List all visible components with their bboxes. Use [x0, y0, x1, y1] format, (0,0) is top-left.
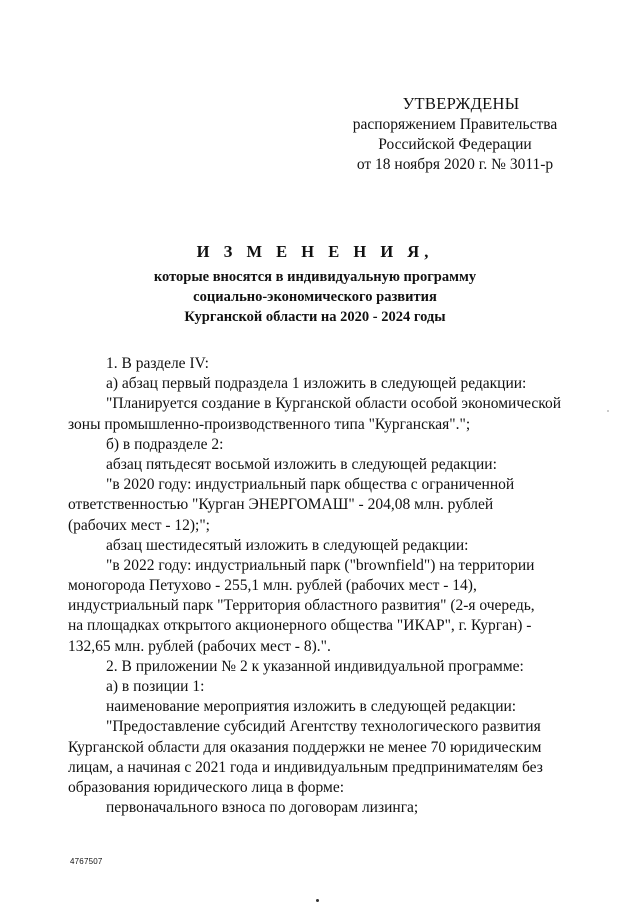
scan-speck	[607, 410, 609, 412]
quote-2-line-1	[68, 475, 562, 495]
section-1-heading: 1. В разделе IV:	[106, 355, 209, 372]
quote-4-line-3: лицам, а начиная с 2021 года и индивидуальным предпринимателям без	[68, 758, 543, 776]
approval-line-1: распоряжением Правительства	[352, 116, 558, 133]
document-heading	[70, 241, 560, 327]
quote-2-line-3: (рабочих мест - 12);";	[68, 516, 210, 534]
approval-block	[340, 94, 570, 175]
quote-1-line-2: зоны промышленно-производственного типа "Курганская".";	[68, 415, 471, 433]
quote-2-line-1-text: "в 2020 году: индустриальный парк общества с ограниченной	[106, 476, 515, 494]
quote-2-line-2: ответственностью "Курган ЭНЕРГОМАШ" - 204,08 млн. рублей	[68, 496, 494, 514]
quote-4-line-4: образования юридического лица в форме:	[68, 778, 345, 796]
page-dot-mark	[316, 899, 319, 902]
measure-name-instruction: наименование мероприятия изложить в следующей редакции:	[106, 698, 517, 716]
heading-title: И З М Е Н Е Н И Я,	[196, 242, 434, 261]
item-b-heading: б) в подразделе 2:	[106, 435, 224, 453]
section-2-heading: 2. В приложении № 2 к указанной индивидуальной программе:	[106, 657, 524, 675]
quote-3-line-1: "в 2022 году: индустриальный парк ("brownfield") на территории	[106, 556, 535, 574]
approval-line-3: от 18 ноября 2020 г. № 3011-р	[356, 156, 554, 173]
quote-3-line-5: 132,65 млн. рублей (рабочих мест - 8).".	[68, 637, 331, 655]
quote-3-line-4: на площадках открытого акционерного общества "ИКАР", г. Курган) -	[68, 617, 532, 635]
heading-subtitle-3: Курганской области на 2020 - 2024 годы	[184, 309, 446, 325]
paragraph-58-instruction: абзац пятьдесят восьмой изложить в следующей редакции:	[106, 455, 497, 473]
quote-4-line-5: первоначального взноса по договорам лизинга;	[106, 799, 419, 817]
quote-4-line-1: "Предоставление субсидий Агентству технологического развития	[106, 718, 541, 736]
heading-subtitle-2: социально-экономического развития	[193, 289, 437, 305]
quote-3-line-3: индустриальный парк "Территория областного развития" (2-я очередь,	[68, 597, 535, 615]
approval-line-2: Российской Федерации	[378, 136, 532, 153]
quote-1-line-1-text: "Планируется создание в Курганской области особой экономической	[106, 395, 562, 413]
document-code: 4767507	[70, 857, 103, 866]
position-1-heading: а) в позиции 1:	[106, 678, 205, 695]
approval-title: УТВЕРЖДЕНЫ	[402, 94, 520, 113]
quote-4-line-2: Курганской области для оказания поддержки не менее 70 юридическим	[68, 738, 542, 756]
quote-3-line-2: моногорода Петухово - 255,1 млн. рублей (рабочих мест - 14),	[68, 577, 477, 595]
heading-subtitle-1: которые вносятся в индивидуальную программу	[153, 269, 477, 285]
document-body	[68, 354, 562, 818]
paragraph-60-instruction: абзац шестидесятый изложить в следующей редакции:	[106, 536, 469, 554]
quote-1-line-1	[68, 394, 562, 414]
item-a-instruction: а) абзац первый подраздела 1 изложить в следующей редакции:	[106, 375, 527, 393]
